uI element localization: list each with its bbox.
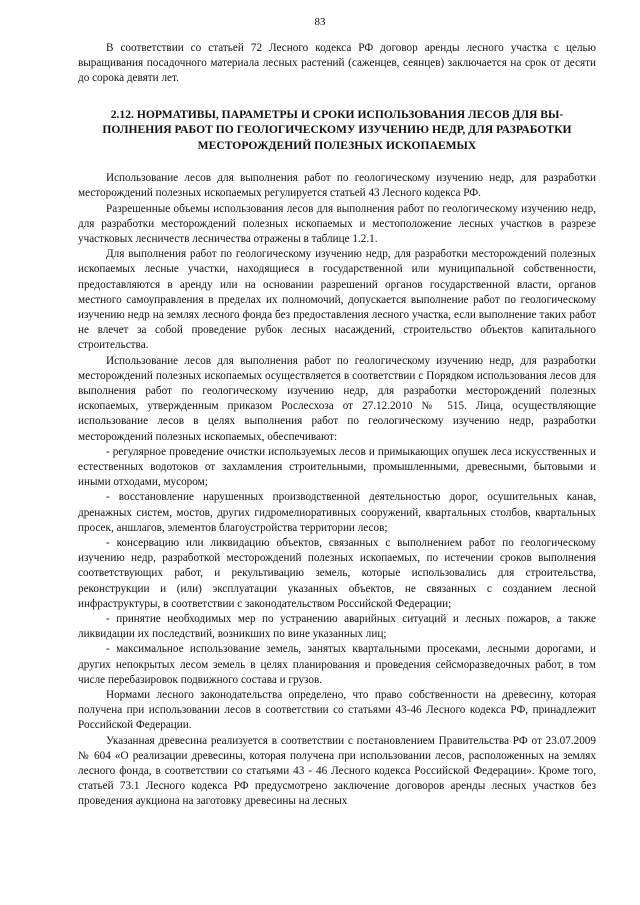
paragraph: Использование лесов для выполнения работ по геологическому изучению недр, для разработки месторождений полезных ископаемых регулируется статьей 43 Лесного кодекса РФ. <box>78 172 596 200</box>
section-heading-line-1: 2.12. НОРМАТИВЫ, ПАРАМЕТРЫ И СРОКИ ИСПОЛЬЗОВАНИЯ ЛЕСОВ ДЛЯ ВЫ- <box>110 107 564 121</box>
list-item: - восстановление нарушенных производственной деятельностью дорог, осушительных канав, дренажных систем, мостов, других гидромелиоративных сооружений, квартальных столбов, квартальных просек, аншлагов, элементов благоустройства территории лесов; <box>78 491 596 534</box>
page-number: 83 <box>314 16 326 28</box>
section-heading-line-3: МЕСТОРОЖДЕНИЙ ПОЛЕЗНЫХ ИСКОПАЕМЫХ <box>197 138 477 152</box>
paragraph: Нормами лесного законодательства определено, что право собственности на древесину, которая получена при использовании лесов в соответствии со статьями 43-46 Лесного кодекса РФ, принадлежит Российской Федерации. <box>78 689 596 732</box>
paragraph: Для выполнения работ по геологическому изучению недр, для разработки месторождений полезных ископаемых лесные участки, находящиеся в государственной или муниципальной собственности, предоставляются в аренду или на основании разрешений органов государственной власти, органов местного самоуправления в пределах их полномочий, допускается выполнение работ по геологическому изучению недр на землях лесного фонда без предоставления лесного участка, если выполнение таких работ не влечет за собой проведение рубок лесных насаждений, строительство объектов капитального строительства. <box>78 248 596 352</box>
page-content <box>78 41 596 810</box>
section-heading-line-2: ПОЛНЕНИЯ РАБОТ ПО ГЕОЛОГИЧЕСКОМУ ИЗУЧЕНИЮ НЕДР, ДЛЯ РАЗРАБОТКИ <box>102 123 572 137</box>
paragraph: Использование лесов для выполнения работ по геологическому изучению недр, для разработки месторождений полезных ископаемых осуществляется в соответствии с Порядком использования лесов для выполнения работ по геологическому изучению недр, для разработки месторождений полезных ископаемых, утвержденным приказом Рослесхоза от 27.12.2010 № 515. Лица, осуществляющие использование лесов в целях выполнения работ по геологическому изучению недр, разработки месторождений полезных ископаемых, обеспечивают: <box>78 354 596 443</box>
paragraph: Указанная древесина реализуется в соответствии с постановлением Правительства РФ от 23.07.2009 № 604 «О реализации древесины, которая получена при использовании лесов, расположенных на землях лесного фонда, в соответствии со статьями 43 - 46 Лесного кодекса Российской Федерации». Кроме того, статьей 73.1 Лесного кодекса РФ предусмотрено заключение договоров аренды лесных участков без проведения аукциона на заготовку древесины на лесных <box>78 734 596 808</box>
paragraph: Разрешенные объемы использования лесов для выполнения работ по геологическому изучению недр, для разработки месторождений полезных ископаемых и местоположение лесных участков в разрезе участковых лесничеств лесничества отражены в таблице 1.2.1. <box>78 202 596 245</box>
list-item: - принятие необходимых мер по устранению аварийных ситуаций и лесных пожаров, а также ликвидации их последствий, возникших по вине указанных лиц; <box>78 613 596 641</box>
list-item: - максимальное использование земель, занятых квартальными просеками, лесными дорогами, и других непокрытых лесом земель в целях планирования и проведения сейсморазведочных работ, в том числе перебазировок подвижного состава и грузов. <box>78 643 596 686</box>
intro-paragraph: В соответствии со статьей 72 Лесного кодекса РФ договор аренды лесного участка с целью выращивания посадочного материала лесных растений (саженцев, сеянцев) заключается на срок от десяти до сорока девяти лет. <box>78 42 596 85</box>
section-heading <box>78 107 596 154</box>
list-item: - регулярное проведение очистки используемых лесов и примыкающих опушек леса искусственных и естественных водотоков от захламления строительными, промышленными, древесными, бытовыми и иными отходами, мусором; <box>78 445 596 489</box>
list-item: - консервацию или ликвидацию объектов, связанных с выполнением работ по геологическому изучению недр, разработкой месторождений полезных ископаемых, по истечении сроков выполнения соответствующих работ, и рекультивацию земель, которые использовались для строительства, реконструкции и (или) эксплуатации указанных объектов, не связанных с созданием лесной инфраструктуры, в соответствии с законодательством Российской Федерации; <box>78 536 596 610</box>
